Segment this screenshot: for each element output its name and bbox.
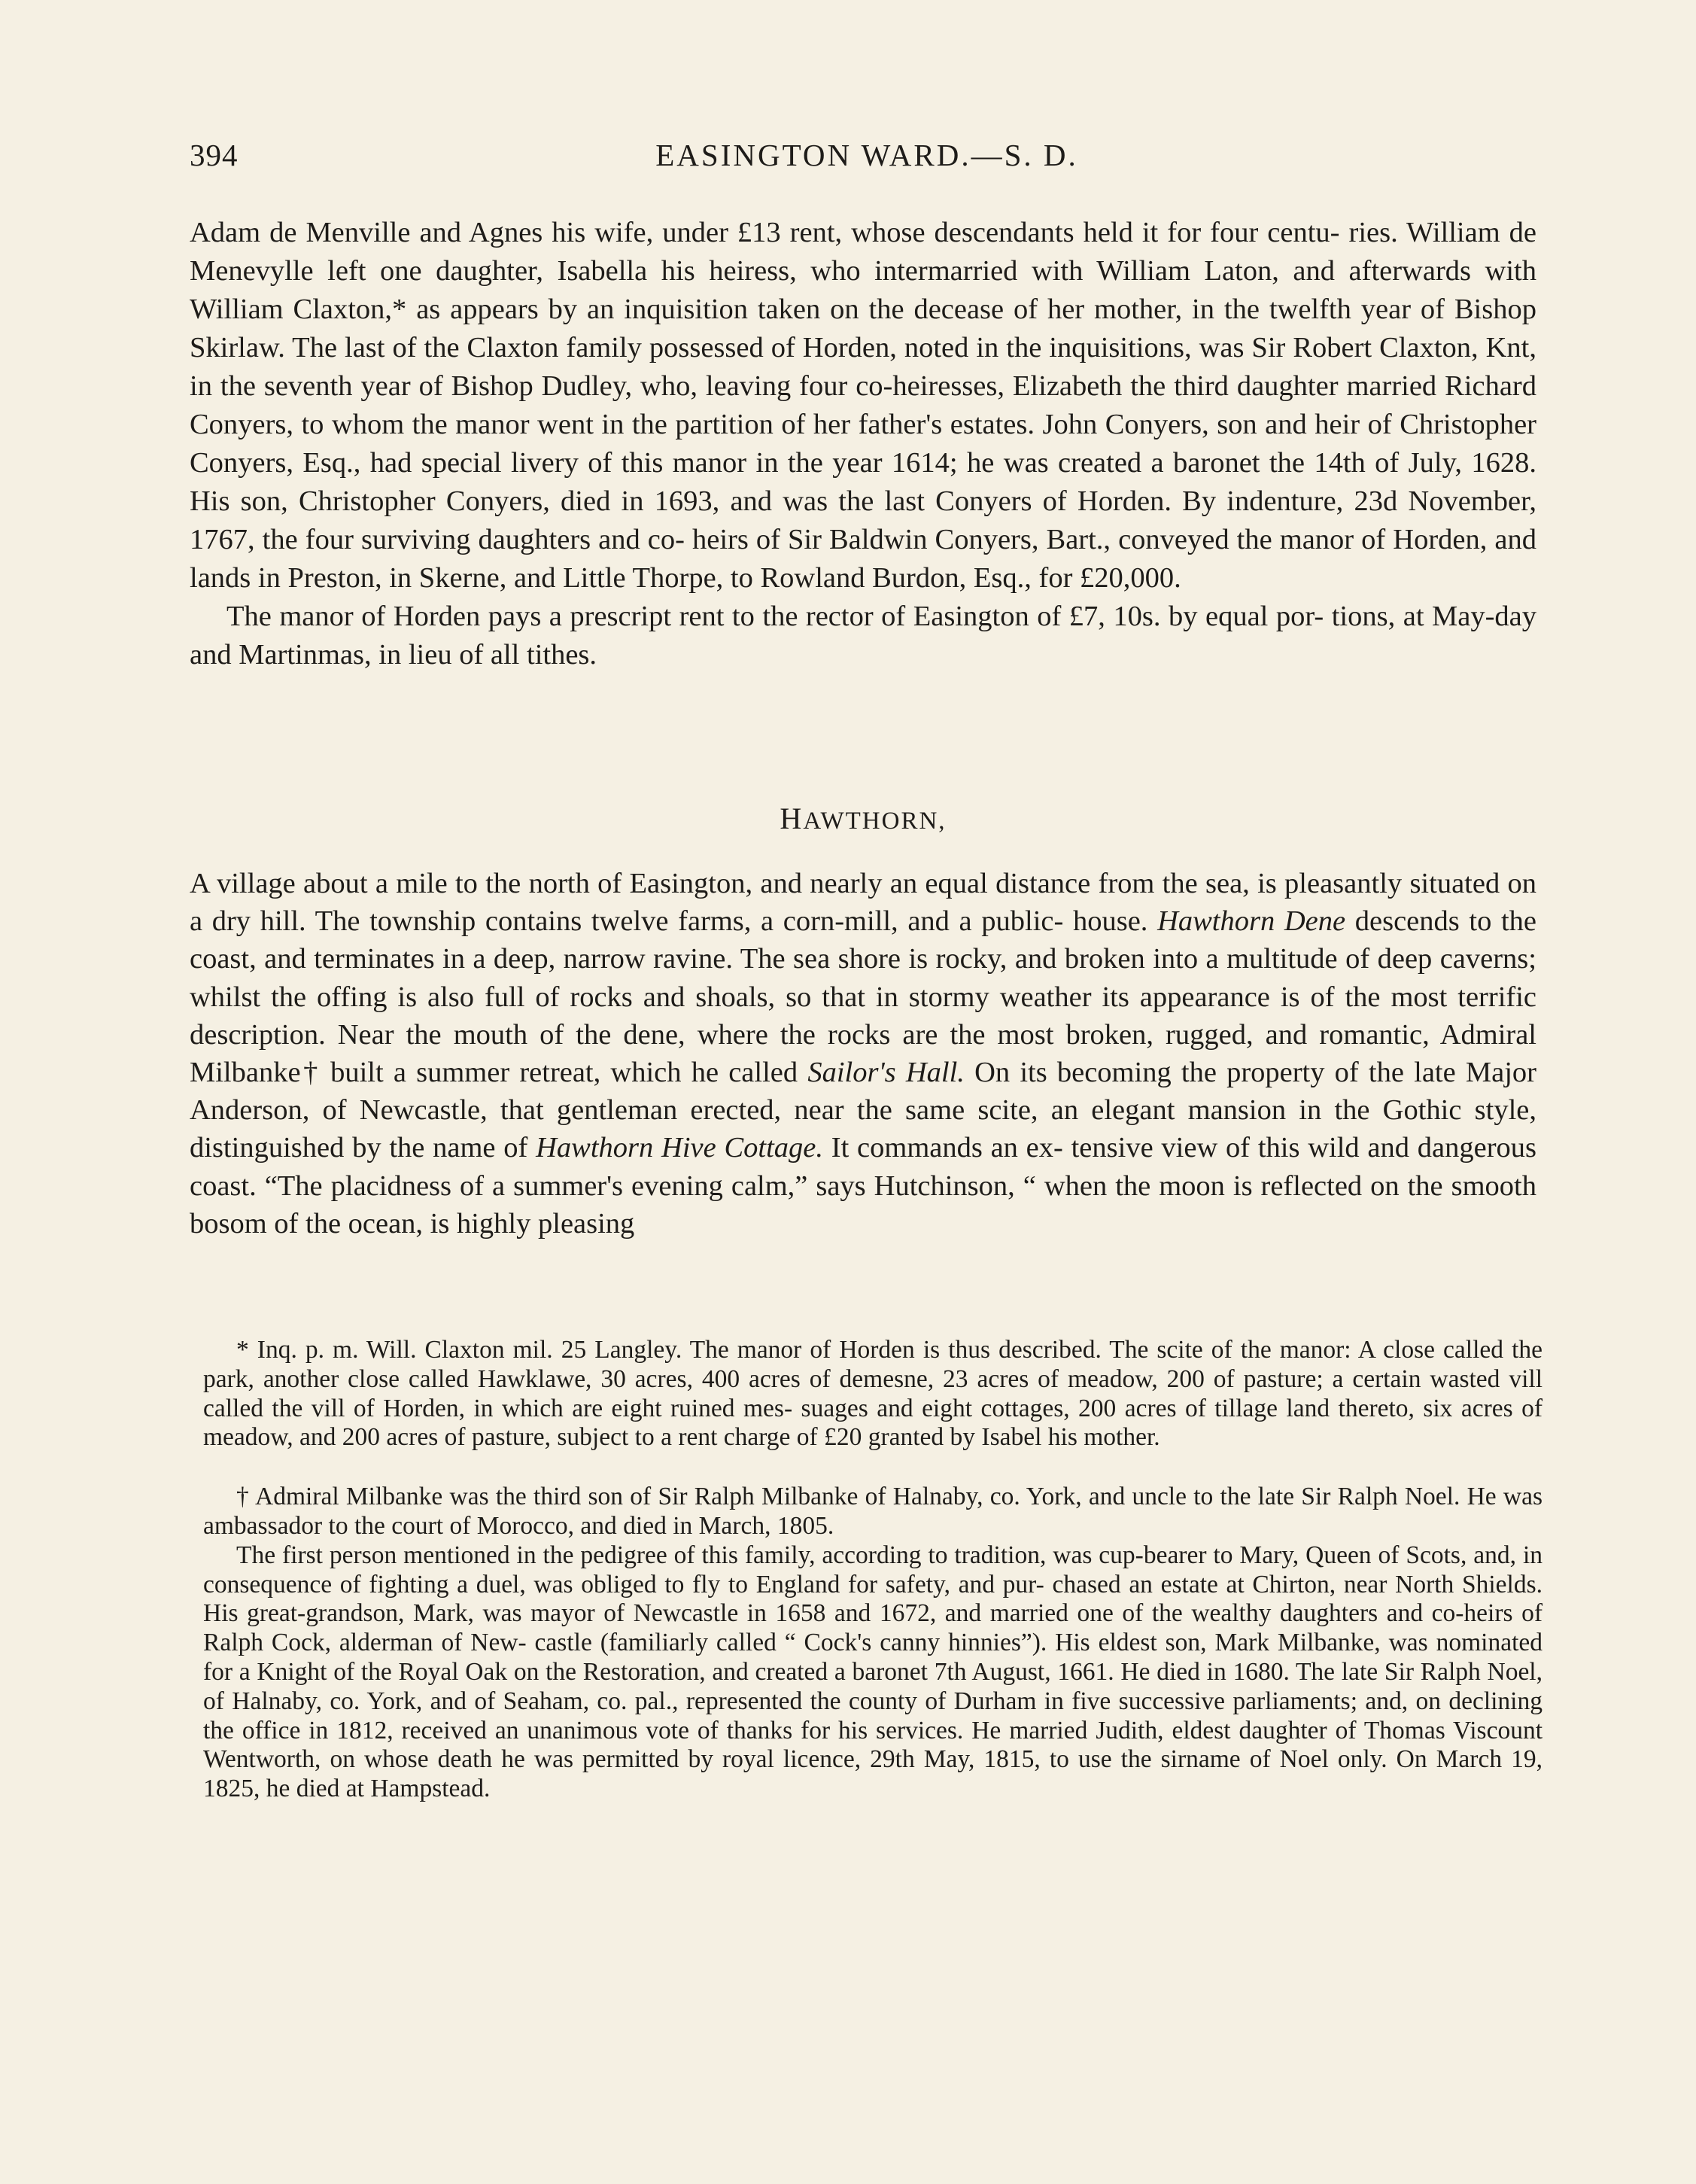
hawthorn-text-3: On its becoming the property of the late Major Anderson, of Newcastle, that gentleman erected, near the same scite, an elegant mansion in the Gothic style, distinguished by the name of: [190, 1057, 1536, 1164]
horden-section: [190, 214, 1536, 674]
hawthorn-text-2: descends to the coast, and terminates in a deep, narrow ravine. The sea shore is rocky, and broken into a multitude of deep caverns; whilst the offing is also full of rocks and shoals, so that in stormy weather its appearance is of the most terrific description. Near the mouth of the dene, where the rocks are the most broken, rugged, and romantic, Admiral Milbanke† built a summer retreat, which he called: [190, 905, 1536, 1089]
hawthorn-text-4: It commands an ex- tensive view of this wild and dangerous coast. “The placidness of a summer's evening calm,” says Hutchinson, “ when the moon is reflected on the smooth bosom of the ocean, is highly pleasing: [190, 1132, 1536, 1240]
footnote-dagger: † Admiral Milbanke was the third son of Sir Ralph Milbanke of Halnaby, co. York, and uncle to the late Sir Ralph Noel. He was ambassador to the court of Morocco, and died in March, 1805.: [203, 1483, 1543, 1540]
hawthorn-dene-italic: Hawthorn Dene: [1157, 905, 1346, 938]
heading-rest: AWTHORN,: [803, 808, 947, 835]
horden-paragraph-2: The manor of Horden pays a prescript rent to the rector of Easington of £7, 10s. by equal por- tions, at May-day and Martinmas, in lieu of all tithes.: [190, 601, 1536, 671]
sailors-hall-italic: Sailor's Hall.: [807, 1057, 965, 1089]
horden-paragraph-1: Adam de Menville and Agnes his wife, under £13 rent, whose descendants held it for four centu- ries. William de Menevylle left one daughter, Isabella his heiress, who intermarried with William Laton, and afterwards with William Claxton,* as appears by an inquisition taken on the decease of her mother, in the twelfth year of Bishop Skirlaw. The last of the Claxton family possessed of Horden, noted in the inquisitions, was Sir Robert Claxton, Knt, in the seventh year of Bishop Dudley, who, leaving four co-heiresses, Elizabeth the third daughter married Richard Conyers, to whom the manor went in the partition of her father's estates. John Conyers, son and heir of Christopher Conyers, Esq., had special livery of this manor in the year 1614; he was created a baronet the 14th of July, 1628. His son, Christopher Conyers, died in 1693, and was the last Conyers of Horden. By indenture, 23d November, 1767, the four surviving daughters and co- heirs of Sir Baldwin Conyers, Bart., conveyed the manor of Horden, and lands in Preston, in Skerne, and Little Thorpe, to Rowland Burdon, Esq., for £20,000.: [190, 217, 1536, 594]
page-header: [190, 137, 1544, 190]
running-head: EASINGTON WARD.—S. D.: [655, 138, 1078, 172]
page-number: 394: [190, 138, 239, 172]
hawthorn-hive-cottage-italic: Hawthorn Hive Cottage.: [536, 1132, 823, 1164]
section-heading-hawthorn: [190, 801, 1536, 836]
hawthorn-text-1: A village about a mile to the north of Easington, and nearly an equal distance from the sea, is pleasantly situated on a dry hill. The township contains twelve farms, a corn-mill, and a public- house.: [190, 868, 1536, 938]
hawthorn-section: [190, 865, 1536, 1243]
footnote-spacer: [203, 1452, 1543, 1483]
footnote-dagger-continued: The first person mentioned in the pedigree of this family, according to tradition, was cup-bearer to Mary, Queen of Scots, and, in consequence of fighting a duel, was obliged to fly to England for safety, and pur- chased an estate at Chirton, near North Shields. His great-grandson, Mark, was mayor of Newcastle in 1658 and 1672, and married one of the wealthy daughters and co-heirs of Ralph Cock, alderman of New- castle (familiarly called “ Cock's canny hinnies”). His eldest son, Mark Milbanke, was nominated for a Knight of the Royal Oak on the Restoration, and created a baronet 7th August, 1661. He died in 1680. The late Sir Ralph Noel, of Halnaby, co. York, and of Seaham, co. pal., represented the county of Durham in five successive parliaments; and, on declining the office in 1812, received an unanimous vote of thanks for his services. He married Judith, eldest daughter of Thomas Viscount Wentworth, on whose death he was permitted by royal licence, 29th May, 1815, to use the sirname of Noel only. On March 19, 1825, he died at Hampstead.: [203, 1541, 1543, 1803]
heading-initial: H: [780, 802, 804, 835]
footnotes: [203, 1336, 1543, 1804]
hawthorn-paragraph: [190, 865, 1536, 1243]
footnote-star: * Inq. p. m. Will. Claxton mil. 25 Langley. The manor of Horden is thus described. The scite of the manor: A close called the park, another close called Hawklawe, 30 acres, 400 acres of demesne, 23 acres of meadow, 200 of pasture; a certain wasted vill called the vill of Horden, in which are eight ruined mes- suages and eight cottages, 200 acres of tillage land thereto, six acres of meadow, and 200 acres of pasture, subject to a rent charge of £20 granted by Isabel his mother.: [203, 1336, 1543, 1452]
